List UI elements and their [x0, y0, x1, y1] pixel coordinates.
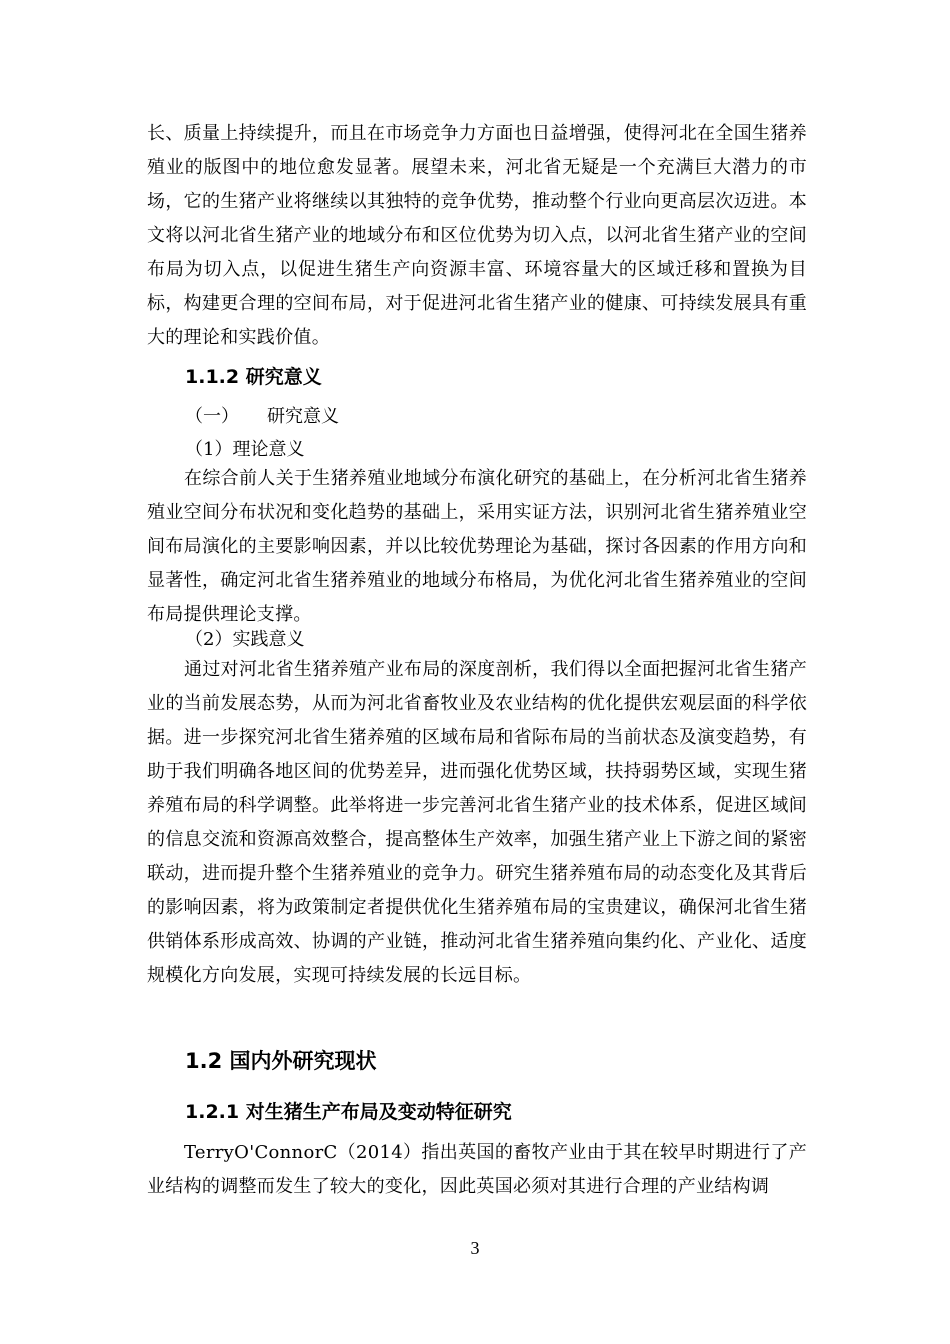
practice-paragraph: 通过对河北省生猪养殖产业布局的深度剖析，我们得以全面把握河北省生猪产业的当前发展态势，从而为河北省畜牧业及农业结构的优化提供宏观层面的科学依据。进一步探究河北省生猪养殖的区域布局和省际布局的当前状态及演变趋势，有助于我们明确各地区间的优势差异，进而强化优势区域，扶持弱势区域，实现生猪养殖布局的科学调整。此举将进一步完善河北省生猪产业的技术体系，促进区域间的信息交流和资源高效整合，提高整体生产效率，加强生猪产业上下游之间的紧密联动，进而提升整个生猪养殖业的竞争力。研究生猪养殖布局的动态变化及其背后的影响因素，将为政策制定者提供优化生猪养殖布局的宝贵建议，确保河北省生猪供销体系形成高效、协调的产业链，推动河北省生猪养殖向集约化、产业化、适度规模化方向发展，实现可持续发展的长远目标。 — [147, 659, 807, 986]
page-number: 3 — [470, 1238, 480, 1258]
theory-paragraph: 在综合前人关于生猪养殖业地域分布演化研究的基础上，在分析河北省生猪养殖业空间分布状况和变化趋势的基础上，采用实证方法，识别河北省生猪养殖业空间布局演化的主要影响因素，并以比较优势理论为基础，探讨各因素的作用方向和显著性，确定河北省生猪养殖业的地域分布格局，为优化河北省生猪养殖业的空间布局提供理论支撑。 — [147, 468, 807, 625]
subsection-title — [185, 404, 339, 430]
intro-block — [147, 117, 807, 355]
practice-block — [147, 653, 807, 993]
section-heading-1-1-2: 1.1.2 研究意义 — [185, 366, 322, 388]
intro-paragraph: 长、质量上持续提升，而且在市场竞争力方面也日益增强，使得河北在全国生猪养殖业的版图中的地位愈发显著。展望未来，河北省无疑是一个充满巨大潜力的市场，它的生猪产业将继续以其独特的竞争优势，推动整个行业向更高层次迈进。本文将以河北省生猪产业的地域分布和区位优势为切入点，以河北省生猪产业的空间布局为切入点，以促进生猪生产向资源丰富、环境容量大的区域迁移和置换为目标，构建更合理的空间布局，对于促进河北省生猪产业的健康、可持续发展具有重大的理论和实践价值。 — [147, 123, 807, 348]
subsection-marker: （一） — [185, 406, 239, 427]
section-heading-1-2-1: 1.2.1 对生猪生产布局及变动特征研究 — [185, 1101, 512, 1123]
theory-block — [147, 462, 807, 632]
research-paragraph: TerryO'ConnorC（2014）指出英国的畜牧产业由于其在较早时期进行了产业结构的调整而发生了较大的变化，因此英国必须对其进行合理的产业结构调 — [147, 1142, 807, 1197]
research-block — [147, 1136, 807, 1204]
theory-label: （1）理论意义 — [185, 439, 305, 460]
practice-label: （2）实践意义 — [185, 629, 305, 650]
section-heading-1-2: 1.2 国内外研究现状 — [185, 1049, 377, 1073]
subsection-title-text: 研究意义 — [267, 406, 339, 427]
